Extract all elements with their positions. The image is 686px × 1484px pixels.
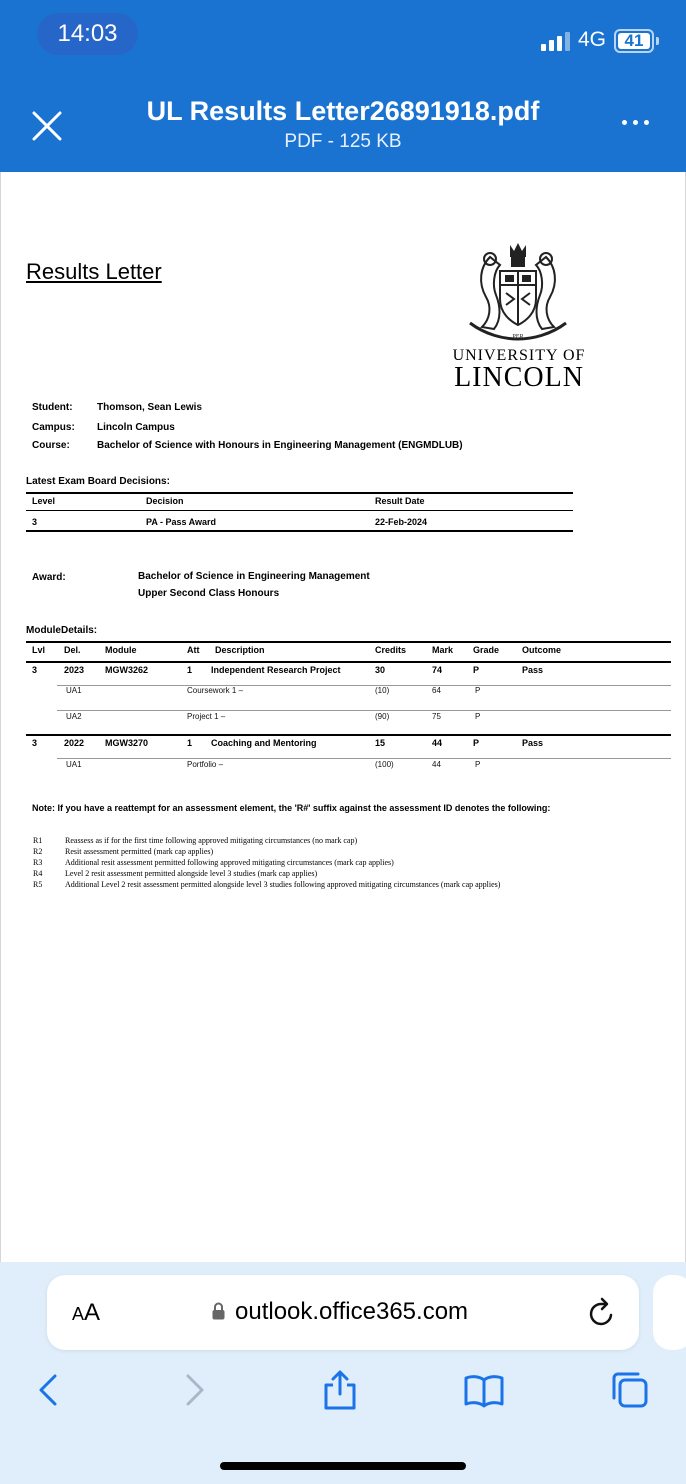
element-desc: Project 1 –: [187, 712, 226, 721]
element-grade: P: [475, 686, 481, 695]
share-icon[interactable]: [318, 1368, 362, 1412]
module-lvl: 3: [32, 738, 38, 748]
exam-level: 3: [32, 517, 38, 527]
element-mark: 44: [432, 760, 441, 769]
element-mark: 75: [432, 712, 441, 721]
status-time: 14:03: [37, 13, 138, 55]
close-button[interactable]: [27, 106, 67, 146]
element-grade: P: [475, 712, 481, 721]
rule: [57, 758, 671, 759]
code-text: Additional Level 2 resit assessment permitted alongside level 3 studies following approved mitigating circumstances (mark cap applies): [65, 880, 501, 889]
rule: [57, 710, 671, 711]
url-text[interactable]: outlook.office365.com: [235, 1298, 469, 1325]
header-result-date: Result Date: [375, 496, 425, 506]
code-id: R5: [33, 880, 43, 889]
module-outcome: Pass: [522, 738, 544, 748]
module-details-heading: ModuleDetails:: [26, 625, 98, 636]
element-credits: (10): [375, 686, 390, 695]
text-size-big: A: [84, 1299, 101, 1326]
header-mark: Mark: [432, 645, 454, 655]
rule: [26, 492, 573, 494]
module-del: 2022: [64, 738, 85, 748]
header-att: Att: [187, 645, 200, 655]
exam-result-date: 22-Feb-2024: [375, 517, 428, 527]
code-text: Additional resit assessment permitted following approved mitigating circumstances (mark cap applies): [65, 858, 394, 867]
module-grade: P: [473, 738, 480, 748]
more-dot-icon: [644, 120, 649, 125]
code-text: Reassess as if for the first time following approved mitigating circumstances (no mark cap): [65, 836, 358, 845]
course-label: Course:: [32, 440, 70, 451]
university-name-line1: UNIVERSITY OF: [452, 347, 586, 364]
module-grade: P: [473, 665, 480, 675]
back-icon[interactable]: [25, 1368, 69, 1412]
course-value: Bachelor of Science with Honours in Engineering Management (ENGMDLUB): [97, 440, 463, 451]
file-title: UL Results Letter26891918.pdf: [146, 96, 540, 126]
module-credits: 15: [375, 738, 386, 748]
element-credits: (100): [375, 760, 394, 769]
battery-icon: [614, 29, 654, 53]
element-credits: (90): [375, 712, 390, 721]
rule: [26, 661, 671, 663]
battery-level: 41: [618, 33, 650, 49]
student-label: Student:: [32, 402, 73, 413]
next-tab-peek[interactable]: [653, 1275, 686, 1350]
student-value: Thomson, Sean Lewis: [97, 402, 203, 413]
pdf-page[interactable]: [0, 172, 686, 1262]
header-del: Del.: [64, 645, 81, 655]
text-size-small: A: [72, 1304, 85, 1324]
module-description: Independent Research Project: [211, 665, 341, 675]
code-text: Resit assessment permitted (mark cap applies): [65, 847, 214, 856]
list-item: [33, 836, 357, 845]
rule: [26, 530, 573, 532]
list-item: [33, 858, 394, 867]
battery-tip: [656, 37, 659, 45]
element-mark: 64: [432, 686, 441, 695]
code-id: R4: [33, 869, 43, 878]
campus-label: Campus:: [32, 422, 75, 433]
award-line1: Bachelor of Science in Engineering Management: [138, 571, 370, 582]
university-name-line2: LINCOLN: [454, 362, 584, 393]
code-text: Level 2 resit assessment permitted alongside level 3 studies (mark cap applies): [65, 869, 318, 878]
header-module: Module: [105, 645, 137, 655]
rule: [26, 734, 671, 736]
list-item: [33, 847, 213, 856]
module-mark: 44: [432, 738, 443, 748]
tabs-icon[interactable]: [608, 1368, 652, 1412]
header-outcome: Outcome: [522, 645, 562, 655]
close-icon: [27, 106, 67, 146]
rule: [26, 641, 671, 643]
forward-icon[interactable]: [174, 1368, 218, 1412]
header-decision: Decision: [146, 496, 184, 506]
campus-value: Lincoln Campus: [97, 422, 175, 433]
header-grade: Grade: [473, 645, 500, 655]
rule: [26, 510, 573, 511]
element-desc: Coursework 1 –: [187, 686, 244, 695]
viewer-header: [0, 0, 686, 172]
module-lvl: 3: [32, 665, 38, 675]
university-crest-icon: [456, 237, 580, 345]
reload-icon[interactable]: [587, 1297, 617, 1329]
header-level: Level: [32, 496, 56, 506]
crest-motto: PER: [512, 334, 524, 340]
list-item: [33, 880, 500, 889]
element-id: UA1: [66, 686, 82, 695]
module-description: Coaching and Mentoring: [211, 738, 317, 748]
network-type: 4G: [578, 28, 607, 51]
list-item: [33, 869, 317, 878]
element-id: UA2: [66, 712, 82, 721]
module-att: 1: [187, 738, 193, 748]
module-credits: 30: [375, 665, 386, 675]
redaction-mark: [206, 401, 281, 413]
module-att: 1: [187, 665, 193, 675]
more-dot-icon: [622, 120, 627, 125]
module-del: 2023: [64, 665, 85, 675]
home-indicator[interactable]: [220, 1462, 466, 1470]
code-id: R2: [33, 847, 43, 856]
document-title: Results Letter: [26, 259, 162, 284]
element-id: UA1: [66, 760, 82, 769]
header-description: Description: [215, 645, 265, 655]
exam-decision: PA - Pass Award: [146, 517, 217, 527]
cellular-signal-icon: [541, 31, 570, 51]
lock-icon: [212, 1302, 225, 1320]
header-lvl: Lvl: [32, 645, 46, 655]
module-code: MGW3270: [105, 738, 149, 748]
element-grade: P: [475, 760, 481, 769]
more-options-button[interactable]: [622, 120, 649, 125]
more-dot-icon: [633, 120, 638, 125]
award-label: Award:: [32, 572, 66, 583]
address-bar[interactable]: [47, 1275, 639, 1350]
module-mark: 74: [432, 665, 443, 675]
reattempt-note: Note: If you have a reattempt for an assessment element, the 'R#' suffix against the assessment ID denotes the following:: [32, 803, 551, 813]
code-id: R3: [33, 858, 43, 867]
header-credits: Credits: [375, 645, 407, 655]
module-code: MGW3262: [105, 665, 149, 675]
code-id: R1: [33, 836, 43, 845]
module-outcome: Pass: [522, 665, 544, 675]
element-desc: Portfolio –: [187, 760, 224, 769]
rule: [57, 685, 671, 686]
file-subtitle: PDF - 125 KB: [284, 131, 402, 152]
exam-board-heading: Latest Exam Board Decisions:: [26, 476, 170, 487]
text-size-button[interactable]: [72, 1299, 100, 1327]
award-line2: Upper Second Class Honours: [138, 588, 280, 599]
bookmarks-icon[interactable]: [462, 1368, 506, 1412]
